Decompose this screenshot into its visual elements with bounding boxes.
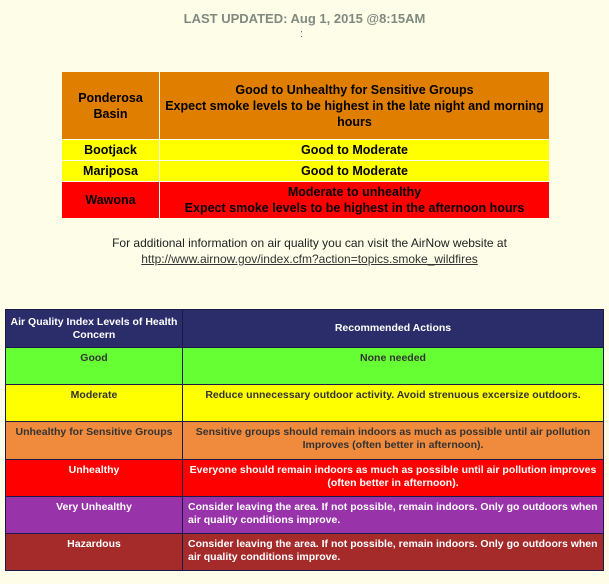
aqi-header-row	[6, 310, 604, 348]
area-status-line: Expect smoke levels to be highest in the afternoon hours	[184, 201, 525, 215]
aqi-action-line: Sensitive groups should remain indoors as much as possible until air pollution	[195, 426, 591, 439]
area-status-line: Good to Moderate	[301, 143, 408, 157]
aqi-action	[183, 422, 604, 459]
separator-colon: :	[300, 28, 304, 40]
aqi-row	[6, 422, 604, 459]
aqi-action	[183, 459, 604, 496]
area-name: Mariposa	[62, 161, 160, 182]
area-status	[160, 140, 550, 161]
aqi-action-line: Improves (often better in afternoon).	[302, 439, 484, 452]
aqi-action-line: air quality conditions improve.	[188, 550, 341, 563]
aqi-row	[6, 385, 604, 422]
area-status-line: Good to Unhealthy for Sensitive Groups	[235, 82, 474, 97]
area-forecast-table	[61, 71, 550, 219]
airnow-link[interactable]: http://www.airnow.gov/index.cfm?action=topics.smoke_wildfires	[141, 252, 478, 266]
airnow-info	[0, 235, 609, 267]
aqi-level: Very Unhealthy	[6, 496, 183, 533]
area-row	[62, 140, 550, 161]
area-name: Bootjack	[62, 140, 160, 161]
aqi-levels-table	[5, 309, 604, 571]
area-status-line: Expect smoke levels to be highest in the late night and morning hours	[165, 98, 544, 129]
area-name: Wawona	[62, 182, 160, 219]
area-row	[62, 72, 550, 140]
last-updated-text: LAST UPDATED: Aug 1, 2015 @8:15AM	[183, 11, 426, 26]
aqi-action	[183, 348, 604, 385]
area-status	[160, 72, 550, 140]
area-name: Ponderosa Basin	[62, 72, 160, 140]
aqi-action-line: Everyone should remain indoors as much as possible until air pollution improves	[189, 463, 597, 476]
area-status	[160, 161, 550, 182]
airnow-info-text: For additional information on air quality you can visit the AirNow website at	[112, 236, 507, 250]
aqi-action-line: Consider leaving the area. If not possible, remain indoors. Only go outdoors when	[188, 537, 598, 550]
area-status-line: Moderate to unhealthy	[287, 185, 422, 199]
aqi-action	[183, 385, 604, 422]
area-row	[62, 182, 550, 219]
aqi-header-actions: Recommended Actions	[183, 310, 604, 348]
aqi-level: Hazardous	[6, 533, 183, 570]
aqi-header-level: Air Quality Index Levels of Health Concern	[6, 310, 183, 348]
aqi-action-line: Consider leaving the area. If not possible, remain indoors. Only go outdoors when	[188, 500, 598, 513]
area-status-line: Good to Moderate	[301, 164, 408, 178]
area-row	[62, 161, 550, 182]
aqi-row	[6, 496, 604, 533]
aqi-level: Unhealthy	[6, 459, 183, 496]
aqi-action	[183, 496, 604, 533]
aqi-level: Good	[6, 348, 183, 385]
area-status	[160, 182, 550, 219]
aqi-action	[183, 533, 604, 570]
aqi-row	[6, 533, 604, 570]
aqi-action-line: (often better in afternoon).	[327, 476, 459, 489]
aqi-action-line: Reduce unnecessary outdoor activity. Avoid strenuous excersize outdoors.	[205, 389, 581, 402]
aqi-level: Unhealthy for Sensitive Groups	[6, 422, 183, 459]
aqi-row	[6, 348, 604, 385]
aqi-action-line: air quality conditions improve.	[188, 513, 341, 526]
aqi-action-line: None needed	[360, 352, 426, 365]
aqi-level: Moderate	[6, 385, 183, 422]
aqi-row	[6, 459, 604, 496]
